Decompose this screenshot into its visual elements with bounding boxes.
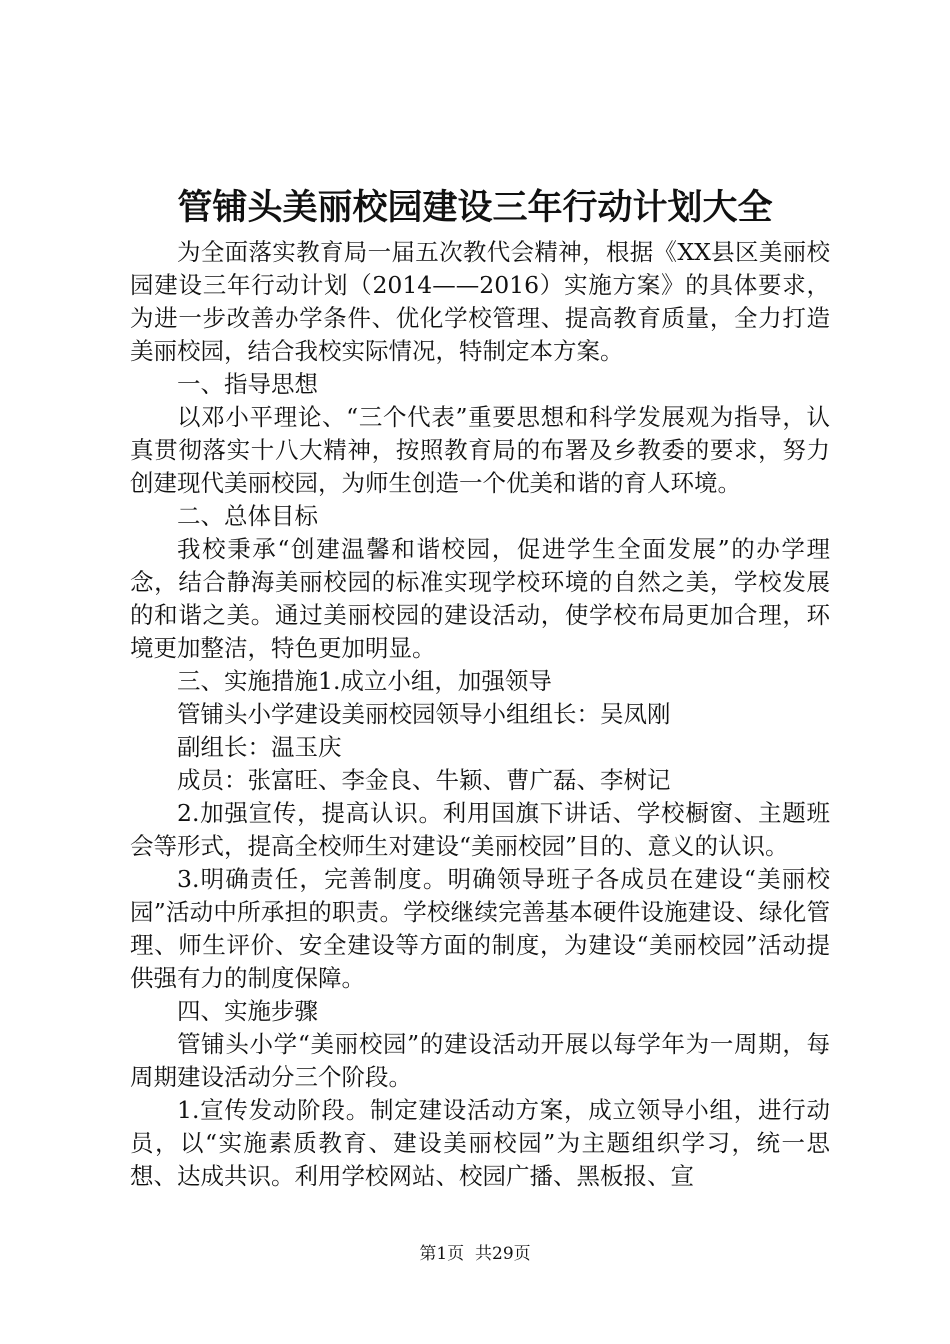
page-footer	[0, 1242, 950, 1266]
members-line: 成员：张富旺、李金良、牛颖、曹广磊、李树记	[177, 766, 671, 794]
deputy-leader-line: 副组长：温玉庆	[177, 733, 342, 761]
page-title: 管铺头美丽校园建设三年行动计划大全	[177, 188, 773, 228]
measure-3-paragraph: 3.明确责任，完善制度。明确领导班子各成员在建设“美丽校园”活动中所承担的职责。学校继续完善基本硬件设施建设、绿化管理、师生评价、安全建设等方面的制度，为建设“美丽校园”活动提供强有力的制度保障。	[130, 865, 830, 992]
section-heading-overall-goal: 二、总体目标	[177, 502, 318, 530]
intro-paragraph: 为全面落实教育局一届五次教代会精神，根据《XX县区美丽校园建设三年行动计划（2014——2016）实施方案》的具体要求，为进一步改善办学条件、优化学校管理、提高教育质量，全力打造美丽校园，结合我校实际情况，特制定本方案。	[130, 238, 830, 365]
section-heading-guiding-ideology: 一、指导思想	[177, 370, 318, 398]
steps-intro-paragraph: 管铺头小学“美丽校园”的建设活动开展以每学年为一周期，每周期建设活动分三个阶段。	[130, 1030, 830, 1091]
guiding-ideology-paragraph: 以邓小平理论、“三个代表”重要思想和科学发展观为指导，认真贯彻落实十八大精神，按照教育局的布署及乡教委的要求，努力创建现代美丽校园，为师生创造一个优美和谐的育人环境。	[130, 403, 830, 497]
overall-goal-paragraph: 我校秉承“创建温馨和谐校园，促进学生全面发展”的办学理念，结合静海美丽校园的标准实现学校环境的自然之美，学校发展的和谐之美。通过美丽校园的建设活动，使学校布局更加合理，环境更加整洁，特色更加明显。	[130, 535, 830, 662]
measure-2-paragraph: 2.加强宣传，提高认识。利用国旗下讲话、学校橱窗、主题班会等形式，提高全校师生对建设“美丽校园”目的、意义的认识。	[130, 799, 830, 860]
page-total: 共29页	[475, 1244, 531, 1264]
page-number: 第1页	[419, 1244, 465, 1264]
section-heading-steps: 四、实施步骤	[177, 997, 318, 1025]
step-1-paragraph: 1.宣传发动阶段。制定建设活动方案，成立领导小组，进行动员，以“实施素质教育、建设美丽校园”为主题组织学习，统一思想、达成共识。利用学校网站、校园广播、黑板报、宣	[130, 1096, 830, 1190]
section-heading-measures: 三、实施措施1.成立小组，加强领导	[177, 667, 552, 695]
group-leader-line: 管铺头小学建设美丽校园领导小组组长：吴凤刚	[177, 700, 671, 728]
document-body	[130, 236, 830, 1193]
